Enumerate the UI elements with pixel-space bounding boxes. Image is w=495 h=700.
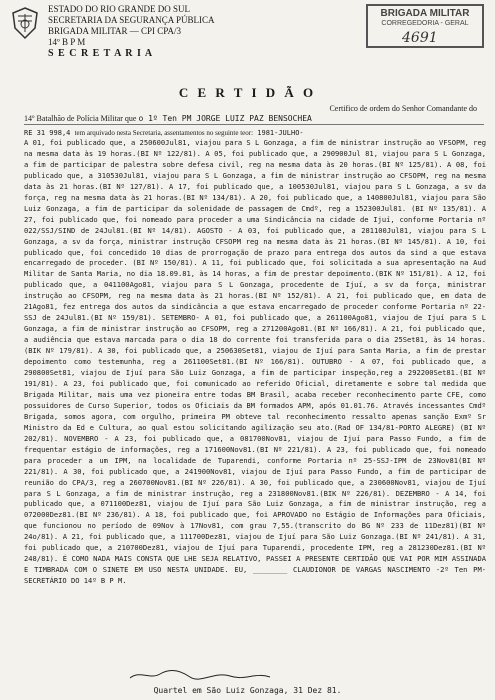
header-brigade: BRIGADA MILITAR — CPI CPA/3 xyxy=(48,26,181,36)
certificate-line: Certifico de ordem do Senhor Comandante do xyxy=(329,104,477,113)
coat-of-arms-icon xyxy=(10,6,40,40)
order-line xyxy=(24,114,484,125)
letterhead xyxy=(48,4,278,59)
handwritten-signature xyxy=(120,668,380,682)
stamp-subtitle: CORREGEDORIA - GERAL xyxy=(381,20,469,27)
re-serif-text: tem arquivado nesta Secretaria, assentamentos no seguinte teor: xyxy=(74,129,254,137)
order-prefix: 14º Batalhão de Polícia Militar que xyxy=(24,114,137,123)
re-label: RE xyxy=(24,129,33,137)
archive-stamp xyxy=(366,4,484,48)
document-title: C E R T I D Ã O xyxy=(178,85,317,100)
header-secretariat: SECRETARIA DA SEGURANÇA PÚBLICA xyxy=(48,15,215,25)
document-footer: Quartel em São Luiz Gonzaga, 31 Dez 81. xyxy=(153,686,342,695)
stamp-number: 4691 xyxy=(402,30,438,46)
re-date: 1981-JULHO- xyxy=(257,129,304,137)
stamp-title: BRIGADA MILITAR xyxy=(380,8,470,19)
registration-line xyxy=(24,128,486,138)
re-number: 31 998,4 xyxy=(36,129,71,137)
header-state: ESTADO DO RIO GRANDE DO SUL xyxy=(48,4,191,14)
header-battalion: 14º B P M xyxy=(48,37,86,47)
header-secretaria: S E C R E T A R I A xyxy=(48,48,154,59)
officer-name: o 1º Ten PM JORGE LUIZ PAZ BENSOCHEA xyxy=(138,114,312,123)
certificate-body: A 01, foi publicado que, a 250600Jul81, viajou para S L Gonzaga, a fim de ministrar instrução ao VFSOPM, reg na mesma data às 19 horas.(BI Nº 122/81). A 05, foi publicado que, a 290900Jul 81, viajou para S L Gonzaga, a fim de participar de palestra sobre defesa civil, reg na mesma data às 20 horas.(BI Nº 125/81). A 08, foi publicado que, a 310530Jul81, viajou para S L Gonzaga, a fim de ministrar instrução ao CFSOPM, reg na mesma data às 21 horas.(BI Nº 127/81). A 17, foi publicado que, a 100530Jul81, viajou para S L Gonzaga, a sv da força, reg na mesma data às 21 horas.(BI Nº 134/81). A 20, foi publicado que, a 140800Jul81, viajou para São Luiz Gonzaga, a fim de participar da solenidade de passagem de Cmdº, reg a 152300Jul81. (BI Nº 135/81). A 27, foi publicado que, foi nomeado para proceder a uma Sindicância na cidade de Ijuí, conforme Portaria nº 022/SSJ/SIND de 24Jul81.(BI Nº 14/81). AGOSTO - A 03, foi publicado que, a 281100Jul81, viajou para S L Gonzaga, a sv da força, ministrar instrução CFSOPM reg na mesma data às 21 horas.(BI Nº 145/81). A 10, foi publicado que, foi concedido 10 dias de prorrogação de prazo para entrega dos autos da sind a que estava encarregado de proceder. (BI Nº 150/81). A 11, foi publicado que, foi solicitada a sua apresentação na Aud Militar de Santa Maria, no dia 18.09.81, às 14 horas, a fim de prestar depoimento.(BIK Nº 151/81). A 12, foi publicado que, a 041100Ago81, viajou para S L Gonzaga, procedente de Ijuí, a sv da força, ministrar instrução ao CFSOPM, reg na mesma data às 21 horas.(BI Nº 152/81). A 21, foi publicado que, em data de 21Ago81, fez entrega dos autos da sindicância a que estava encarregado de proceder conforme Portaria nº 22-SSJ de 24Jul81.(BI Nº 159/81). SETEMBRO- A 01, foi publicado que, a 261100Ago81, viajou de Ijuí para S L Gonzaga, a fim de ministrar instrução ao CFSOPM, reg a 271200Ago81.(BI Nº 166/81). A 21, foi publicado que, a audiência que estava marcada para o dia 18 do corrente foi transferida para o dia 25Set81, às 14 horas.(BIK Nº 179/81). A 30, foi publicado que, a 250630Set81, viajou de Ijuí para Santa Maria, a fim de prestar depoimento como testemunha, reg a 261100Set81.(BI Nº 166/81). OUTUBRO - A 07, foi publicado que, a 290800Set81, viajou de Ijuí para São Luiz Gonzaga, a fim de participar inspeção,reg a 292200Set81.(BI Nº 191/81). A 23, foi publicado que, foi comunicado ao referido Oficial, diretamente e sobre tal medida que Brigada Militar, mais uma vez pioneira entre todas BM Brasil, acaba receber reconhecimento parte CFE, como possuidores de Curso Superior, todos os Oficiais da BM formados APM, após 01.01.76. Através incessantes Cmdº Brigada, somos agora, com orgulho, primeira PM obteve tal reconhecimento ressalto apenas sanção Exmº Sr Ministro da Ed e Cultura, ao qual estou solicitando agilização seu ato.(Rad OF 134/81-PORTO ALEGRE) (BI Nº 202/81). NOVEMBRO - A 23, foi publicado que, a 081700Nov81, viajou de Ijuí para Passo Fundo, a fim de frequentar estágio de informações, reg a 171600Nov81.(BI Nº 221/81). A 23, foi publicado que, foi nomeado para proceder a um IPM, na localidade de Tuparendi, conforme Portaria nº 25-SSJ-IPM de 23Nov81(BI Nº 221/81). A 30, foi publicado que, a 241900Nov81, viajou de Ijuí para Passo Fundo, a fim de participar de reunião do CPA/3, reg a 260700Nov81.(BI Nº 226/81). A 30, foi publicado que, a 230600Nov81, viajou de Ijuí para S L Gonzaga, a fim de ministrar instrução, reg a 231800Nov81.(BIK Nº 226/81). DEZEMBRO - A 14, foi publicado que, a 071100Dez81, viajou de Ijuí para São Luiz Gonzaga, a fim de ministrar instrução, reg a 072000Dez81.(BI Nº 236/81). A 18, foi publicado que, foi APROVADO no Estágio de Informações para Oficiais, que funcionou no período de 09Nov à 17Nov81, com grau 7,55.(transcrito do BG Nº 233 de 11Dez81)(BI Nº 24o/81). A 21, foi publicado que, a 111700Dez81, viajou de Ijuí para São Luiz Gonzaga.(BI Nº 241/81). A 31, foi publicado que, a 210700Dez81, viajou de Ijuí para Tuparendi, procedente IPM, reg a 281230Dez81.(BI Nº 248/81). É COMO NADA MAIS CONSTA QUE LHE SEJA RELATIVO, PASSEI A PRESENTE CERTIDÃO QUE VAI POR MIM ASSINADA E TIMBRADA COM O SINETE EM USO NESTA UNIDADE. EU, ________ CLAUDIONOR DE VARGAS NASCIMENTO -2º Ten PM-SECRETÁRIO DO 14º B P M. xyxy=(24,138,486,586)
